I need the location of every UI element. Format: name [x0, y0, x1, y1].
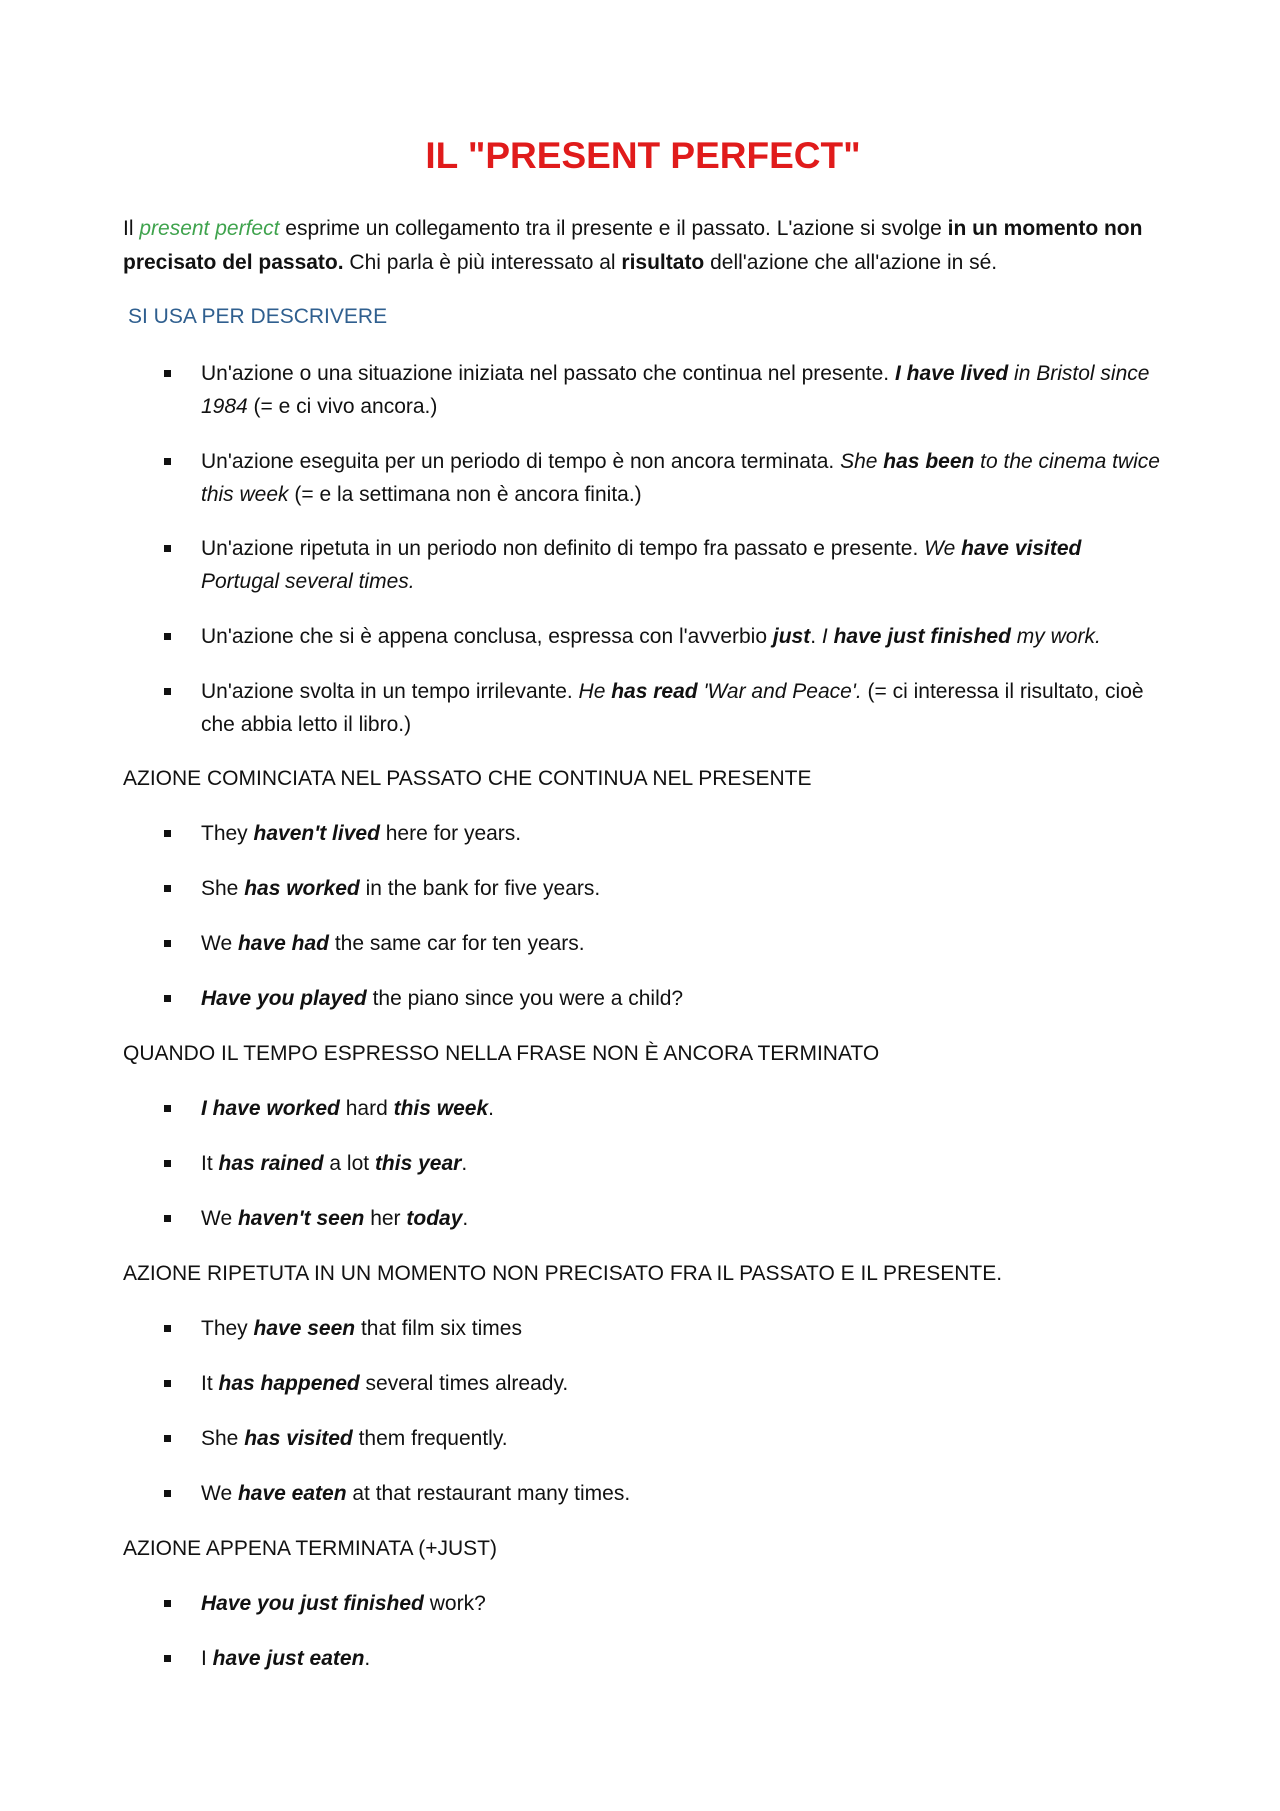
item-example: in Bristol since 1984 [201, 362, 1150, 418]
item-example: to the cinema twice this week [201, 450, 1160, 506]
item-text: We [201, 1207, 238, 1230]
item-text: Un'azione o una situazione iniziata nel passato che continua nel presente. [201, 362, 895, 385]
item-verb: haven't lived [253, 822, 380, 845]
item-text: Un'azione che si è appena conclusa, espressa con l'avverbio [201, 625, 773, 648]
item-verb: have had [237, 932, 330, 955]
list-item [201, 620, 1161, 653]
item-text: They [201, 822, 254, 845]
item-text: It [201, 1372, 219, 1395]
intro-text: esprime un collegamento tra il presente e il passato. L'azione si svolge [279, 217, 948, 240]
item-text: I [201, 1647, 213, 1670]
item-verb: have just eaten [212, 1647, 365, 1670]
item-text: them frequently. [352, 1427, 508, 1450]
item-text: here for years. [379, 822, 522, 845]
item-text: Un'azione ripetuta in un periodo non definito di tempo fra passato e presente. [201, 537, 925, 560]
bullet-icon [164, 885, 171, 892]
intro-text: Chi parla è più interessato al [343, 251, 622, 274]
section-heading: QUANDO IL TEMPO ESPRESSO NELLA FRASE NON È ANCORA TERMINATO [123, 1042, 880, 1065]
item-text: her [364, 1207, 407, 1230]
item-verb: has rained [218, 1152, 324, 1175]
item-verb: has worked [244, 877, 360, 900]
item-text: . [488, 1097, 494, 1120]
bullet-icon [164, 688, 171, 695]
item-text: the same car for ten years. [329, 932, 585, 955]
list-item [201, 872, 1161, 905]
page-title: IL "PRESENT PERFECT" [425, 135, 861, 176]
item-example: I [821, 625, 834, 648]
bullet-icon [164, 830, 171, 837]
item-note: (= ci interessa il risultato, cioè che abbia letto il libro.) [201, 680, 1144, 736]
item-example: Portugal several times. [201, 570, 415, 593]
item-time: today [406, 1207, 463, 1230]
item-verb: have just finished [833, 625, 1011, 648]
item-text: She [201, 877, 245, 900]
list-item [201, 1312, 1161, 1345]
item-verb: Have you just finished [201, 1592, 424, 1615]
list-item [201, 927, 1161, 960]
item-verb: haven't seen [237, 1207, 365, 1230]
bullet-icon [164, 1655, 171, 1662]
section-heading: AZIONE COMINCIATA NEL PASSATO CHE CONTINUA NEL PRESENTE [123, 767, 812, 790]
item-text: a lot [323, 1152, 375, 1175]
bullet-icon [164, 458, 171, 465]
bullet-icon [164, 940, 171, 947]
list-item [201, 1367, 1161, 1400]
item-text: . [810, 625, 822, 648]
bullet-icon [164, 545, 171, 552]
item-verb: has read [611, 680, 698, 703]
list-item [201, 445, 1161, 511]
list-item [201, 982, 1161, 1015]
list-item [201, 357, 1161, 423]
item-text: hard [339, 1097, 394, 1120]
item-text: We [201, 932, 238, 955]
bullet-icon [164, 1160, 171, 1167]
item-example: 'War and Peace'. [697, 680, 862, 703]
item-verb: have eaten [237, 1482, 347, 1505]
item-verb: has been [883, 450, 975, 473]
list-item [201, 1587, 1161, 1620]
list-item [201, 1422, 1161, 1455]
item-verb: have seen [253, 1317, 356, 1340]
item-text: It [201, 1152, 219, 1175]
list-item [201, 1477, 1161, 1510]
list-item [201, 1202, 1161, 1235]
item-verb: just [772, 625, 811, 648]
item-example: my work. [1010, 625, 1101, 648]
item-text: work? [423, 1592, 486, 1615]
bullet-icon [164, 1435, 171, 1442]
item-text: that film six times [355, 1317, 522, 1340]
item-text: . [462, 1207, 469, 1230]
item-example: He [578, 680, 612, 703]
bullet-icon [164, 633, 171, 640]
list-item [201, 675, 1161, 741]
bullet-icon [164, 1215, 171, 1222]
item-note: (= e ci vivo ancora.) [247, 395, 438, 418]
item-text: . [364, 1647, 371, 1670]
item-example: We [924, 537, 962, 560]
item-verb: I have lived [894, 362, 1009, 385]
item-verb: Have you played [201, 987, 367, 1010]
item-text: She [201, 1427, 245, 1450]
item-text: We [201, 1482, 238, 1505]
list-item [201, 817, 1161, 850]
intro-text: Il [123, 217, 140, 240]
section-heading: AZIONE RIPETUTA IN UN MOMENTO NON PRECISATO FRA IL PASSATO E IL PRESENTE. [123, 1262, 1003, 1285]
list-item [201, 1642, 1161, 1675]
section-heading-uses: SI USA PER DESCRIVERE [128, 305, 388, 328]
item-text: in the bank for five years. [359, 877, 601, 900]
item-verb: has visited [244, 1427, 353, 1450]
item-example: She [840, 450, 884, 473]
bullet-icon [164, 1600, 171, 1607]
section-heading: AZIONE APPENA TERMINATA (+JUST) [123, 1537, 497, 1560]
item-text: the piano since you were a child? [366, 987, 684, 1010]
item-text: several times already. [359, 1372, 569, 1395]
bullet-icon [164, 995, 171, 1002]
intro-text: dell'azione che all'azione in sé. [704, 251, 998, 274]
intro-emphasis: risultato [621, 251, 705, 274]
item-verb: I have worked [201, 1097, 340, 1120]
item-text: at that restaurant many times. [346, 1482, 631, 1505]
bullet-icon [164, 370, 171, 377]
bullet-icon [164, 1490, 171, 1497]
list-item [201, 1092, 1161, 1125]
item-text: They [201, 1317, 254, 1340]
item-text: Un'azione svolta in un tempo irrilevante. [201, 680, 579, 703]
item-time: this year [374, 1152, 462, 1175]
intro-term: present perfect [139, 217, 280, 240]
intro-paragraph [123, 212, 1163, 280]
item-text: Un'azione eseguita per un periodo di tempo è non ancora terminata. [201, 450, 841, 473]
item-verb: have visited [961, 537, 1082, 560]
item-text: . [461, 1152, 468, 1175]
bullet-icon [164, 1380, 171, 1387]
bullet-icon [164, 1325, 171, 1332]
item-verb: has happened [218, 1372, 360, 1395]
list-item [201, 532, 1161, 598]
bullet-icon [164, 1105, 171, 1112]
item-time: this week [393, 1097, 489, 1120]
item-note: (= e la settimana non è ancora finita.) [288, 483, 642, 506]
intro-emphasis: in un momento non precisato del passato. [123, 217, 1143, 274]
list-item [201, 1147, 1161, 1180]
